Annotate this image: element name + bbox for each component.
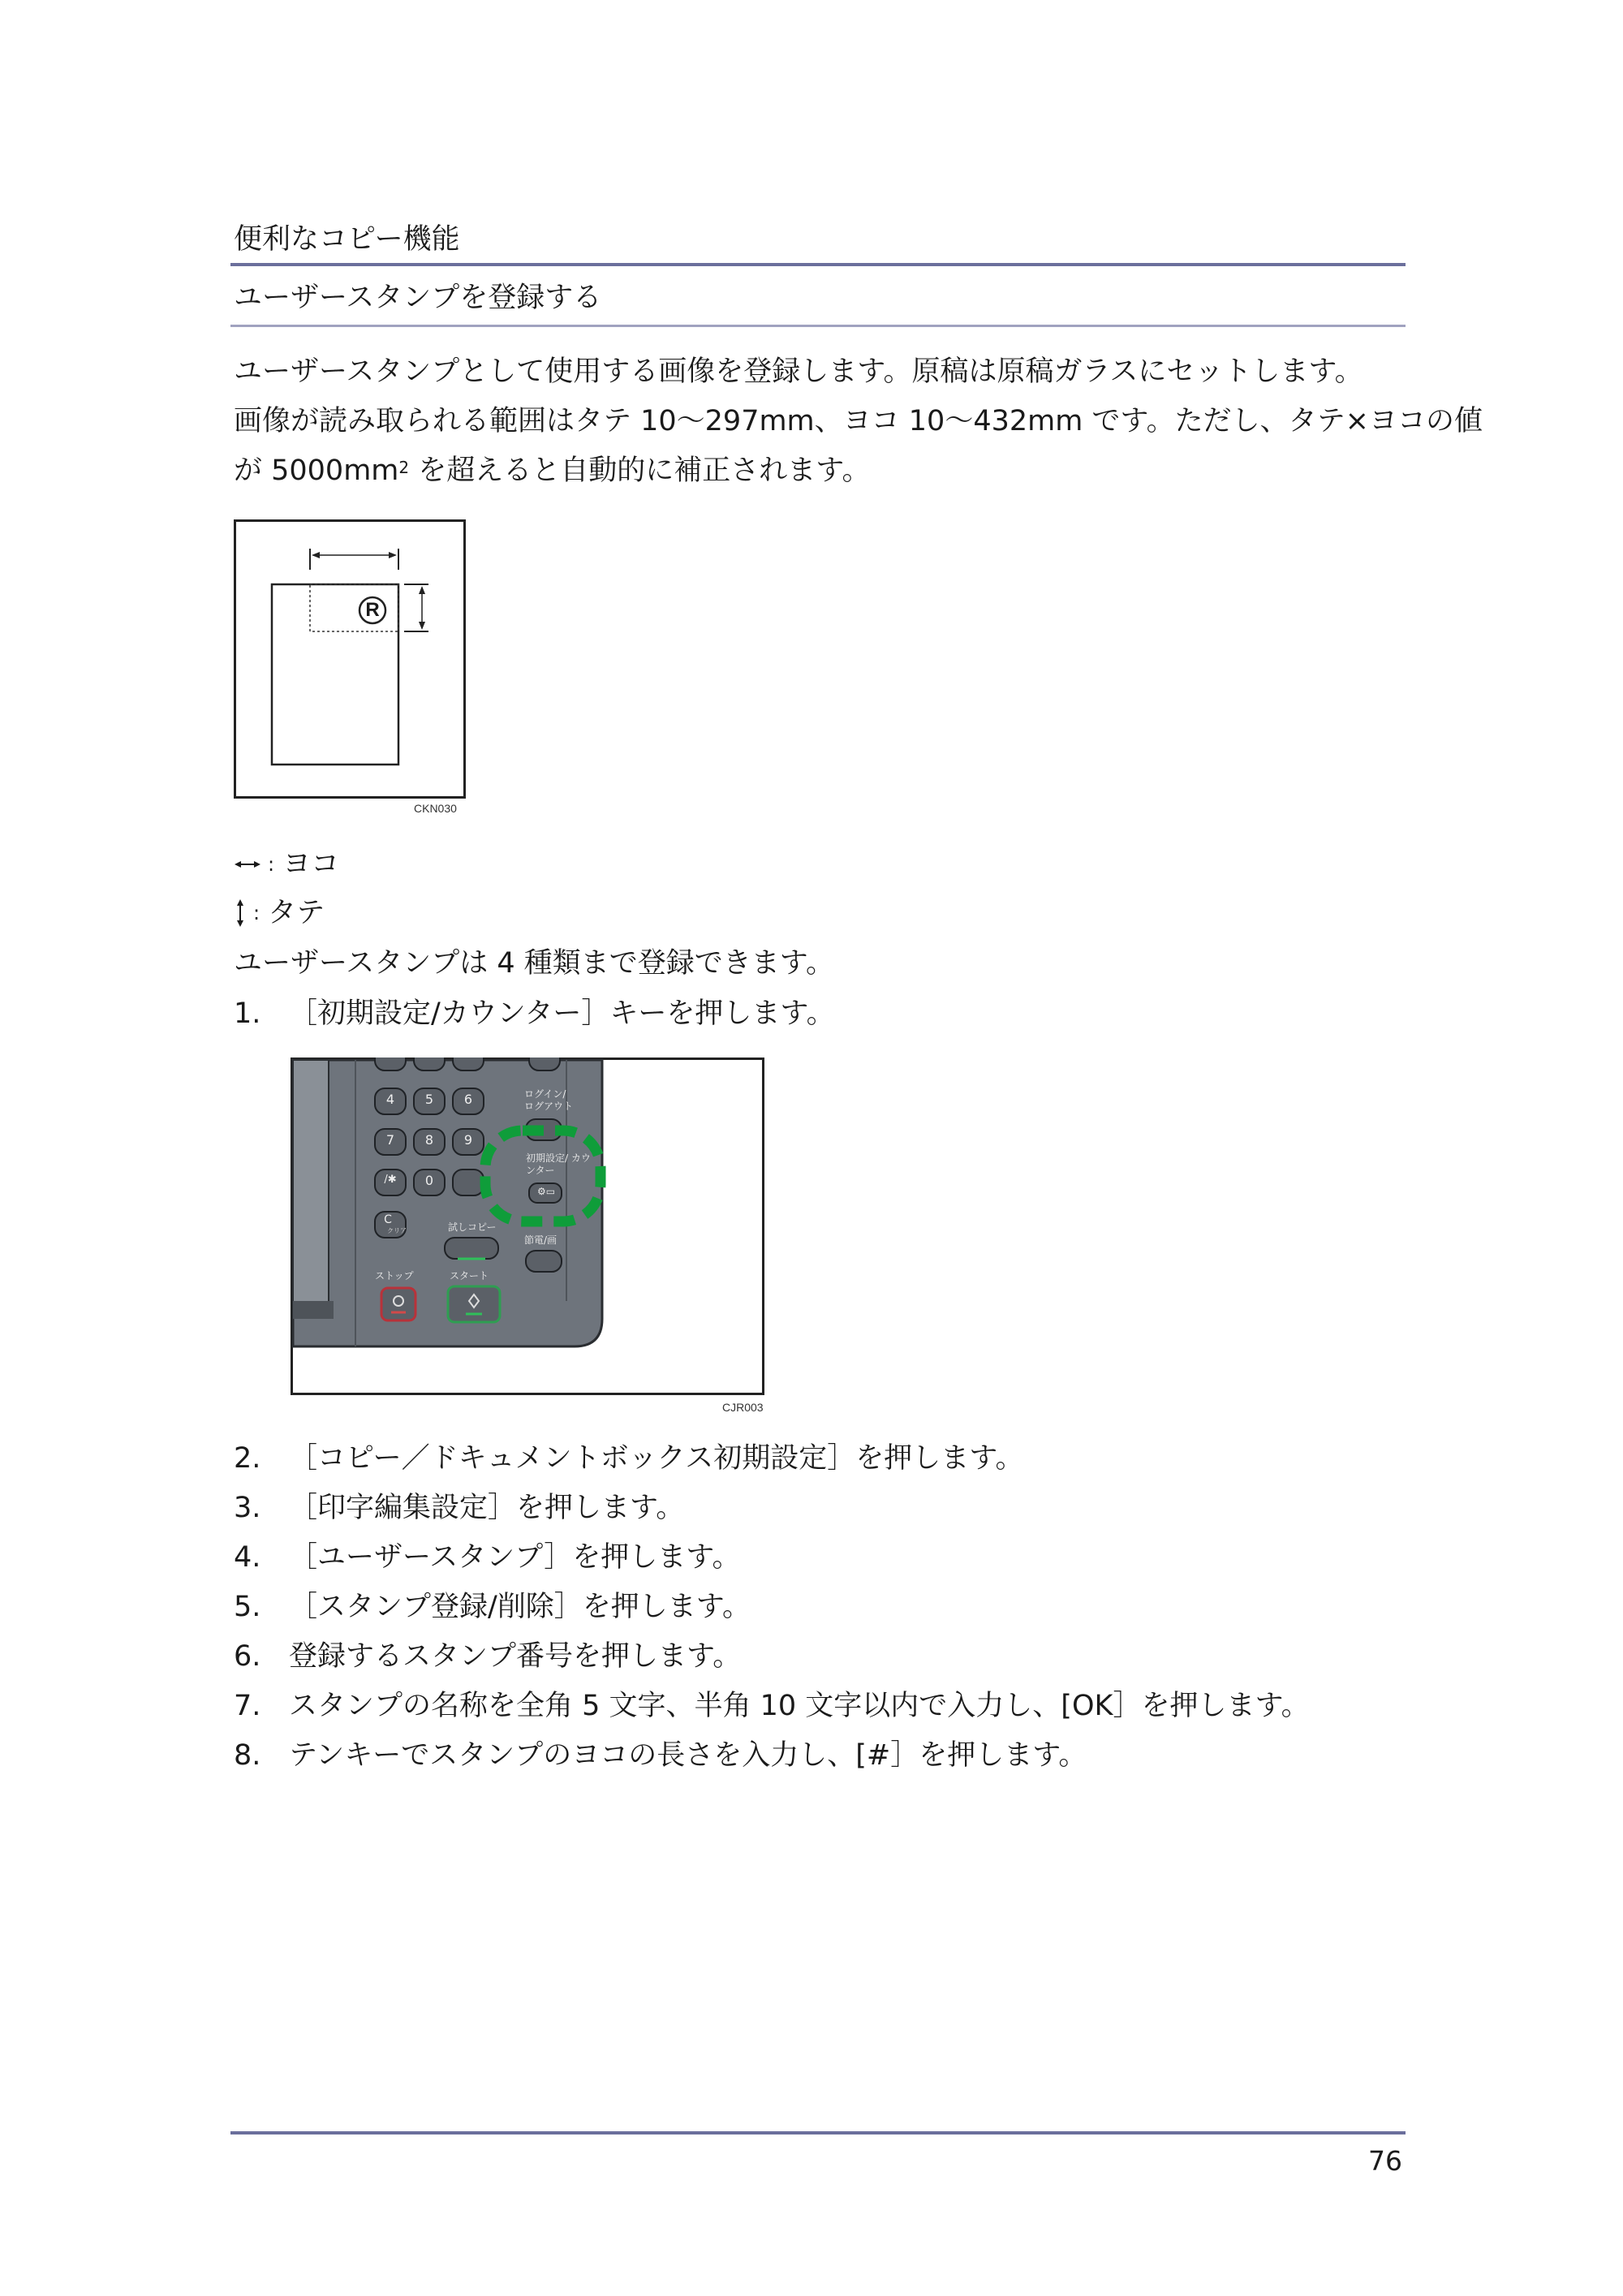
energy-saver-label: 節電/画 (524, 1234, 558, 1246)
step-1 (234, 993, 835, 1034)
header-rule (230, 263, 1406, 266)
intro-line-1: ユーザースタンプとして使用する画像を登録します。原稿は原稿ガラスにセットします。 (234, 355, 1363, 388)
stamp-area-diagram (234, 519, 466, 799)
step-number: 4. (234, 1541, 261, 1574)
step-number: 8. (234, 1739, 261, 1772)
page-title: ユーザースタンプを登録する (234, 282, 602, 314)
page-number: 76 (1368, 2145, 1402, 2177)
start-label: スタート (450, 1270, 489, 1282)
key-8[interactable]: 8 (424, 1132, 434, 1148)
key-clear[interactable]: C (384, 1213, 392, 1226)
step-number: 6. (234, 1640, 261, 1673)
step-text: スタンプの名称を全角 5 文字、半角 10 文字以内で入力し、[OK］を押します。 (289, 1690, 1310, 1722)
step-2 (234, 1438, 1023, 1479)
step-text: テンキーでスタンプのヨコの長さを入力し、[#］を押します。 (289, 1739, 1087, 1772)
key-slash-star[interactable]: /✱ (384, 1174, 397, 1186)
legend-horizontal (234, 844, 339, 885)
login-logout-label: ログイン/ ログアウト (524, 1088, 574, 1112)
step-text: ［スタンプ登録/削除］を押します。 (289, 1591, 751, 1623)
step-text: ［コピー／ドキュメントボックス初期設定］を押します。 (289, 1442, 1024, 1475)
step-number: 1. (234, 997, 261, 1030)
step-text: ［初期設定/カウンター］キーを押します。 (289, 997, 835, 1030)
trial-copy-label: 試しコピー (448, 1221, 497, 1233)
intro-line-3-sup: 2 (398, 458, 410, 477)
intro-line-2: 画像が読み取られる範囲はタテ 10～297mm、ヨコ 10～432mm です。ただし、タテ×ヨコの値 (234, 405, 1483, 437)
legend-horizontal-label: ヨコ (282, 848, 340, 881)
initial-settings-counter-label: 初期設定/ カウンター (526, 1152, 591, 1176)
vertical-arrow-icon (234, 898, 247, 928)
control-panel-figure (291, 1058, 764, 1395)
key-6[interactable]: 6 (463, 1092, 473, 1107)
key-0[interactable]: 0 (424, 1173, 434, 1188)
stamp-area-figure (234, 519, 466, 799)
intro-line-3-post: を超えると自動的に補正されます。 (409, 454, 871, 487)
key-5[interactable]: 5 (424, 1092, 434, 1107)
key-7[interactable]: 7 (385, 1132, 395, 1148)
intro-line-3-pre: が 5000mm (234, 454, 399, 487)
legend-colon: : (268, 853, 275, 876)
legend-colon: : (253, 902, 260, 924)
horizontal-arrow-icon (234, 856, 261, 872)
step-text: ［印字編集設定］を押します。 (289, 1492, 685, 1524)
step-number: 7. (234, 1690, 261, 1722)
section-title: 便利なコピー機能 (234, 223, 460, 256)
key-4[interactable]: 4 (385, 1092, 395, 1107)
stop-label: ストップ (375, 1270, 414, 1282)
step-3 (234, 1488, 684, 1528)
key-9[interactable]: 9 (463, 1132, 473, 1148)
initial-settings-counter-key[interactable]: ⚙▭ (536, 1186, 556, 1197)
step-8 (234, 1735, 1087, 1776)
intro-line-3 (234, 446, 1410, 496)
step-number: 2. (234, 1442, 261, 1475)
step-7 (234, 1686, 1310, 1726)
stamp-r-icon: R (365, 599, 380, 621)
step-number: 5. (234, 1591, 261, 1623)
step-6 (234, 1636, 741, 1677)
legend-vertical (234, 893, 325, 933)
clear-label: クリア (387, 1227, 407, 1234)
intro-paragraph (234, 347, 1483, 496)
figure1-caption: CKN030 (414, 802, 457, 815)
title-rule (230, 325, 1406, 327)
step-text: ［ユーザースタンプ］を押します。 (289, 1541, 741, 1574)
step-5 (234, 1587, 751, 1627)
legend-vertical-label: タテ (268, 897, 325, 929)
step-4 (234, 1537, 741, 1578)
figure2-caption: CJR003 (722, 1401, 764, 1414)
footer-rule (230, 2131, 1406, 2134)
step-number: 3. (234, 1492, 261, 1524)
note-text: ユーザースタンプは 4 種類まで登録できます。 (234, 947, 834, 980)
step-text: 登録するスタンプ番号を押します。 (289, 1640, 742, 1673)
